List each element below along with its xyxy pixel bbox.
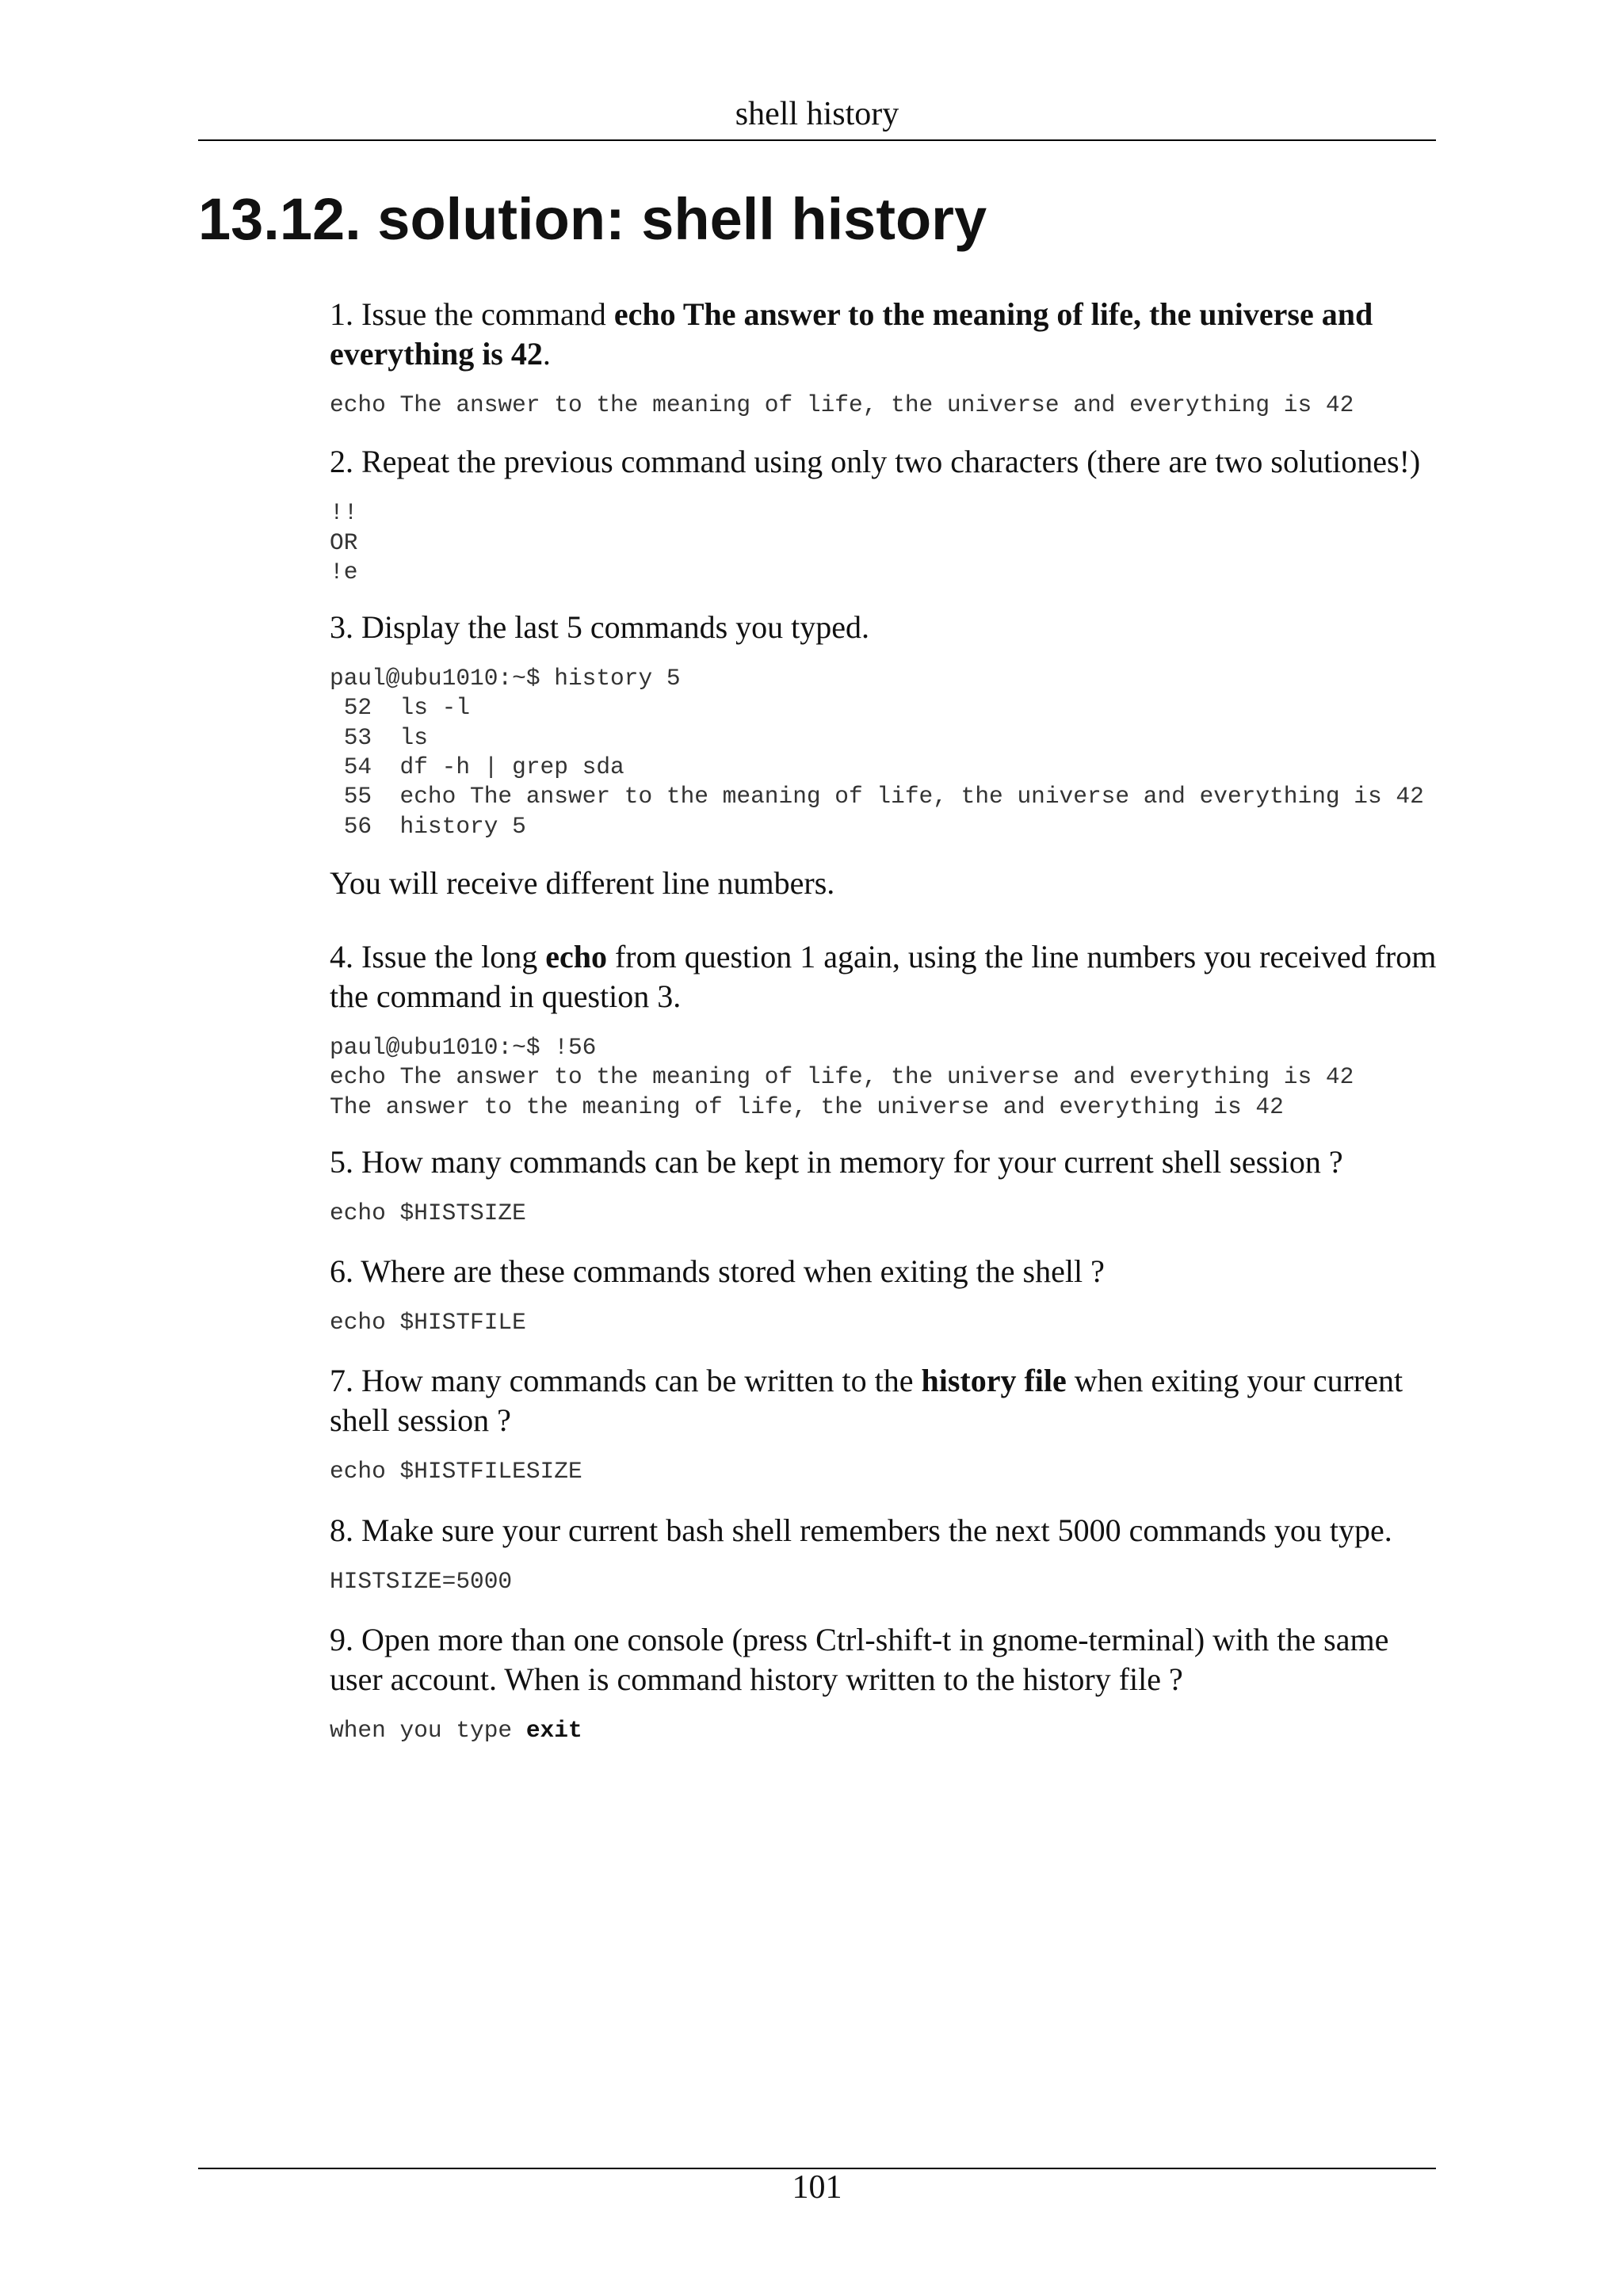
- question-7: [330, 1361, 1439, 1440]
- question-5: 5. How many commands can be kept in memory for your current shell session ?: [330, 1143, 1343, 1180]
- solution-body: [330, 295, 1439, 1745]
- question-4-prefix: 4. Issue the long: [330, 938, 546, 974]
- question-1-prefix: 1. Issue the command: [330, 296, 614, 332]
- question-4-command: echo: [545, 938, 607, 974]
- answer-4-code: paul@ubu1010:~$ !56 echo The answer to the meaning of life, the universe and everything is 42 The answer to the meaning of life, the universe and everything is 42: [330, 1033, 1354, 1120]
- page-number: 101: [792, 2169, 842, 2206]
- answer-9-code: [330, 1716, 1439, 1745]
- answer-9-text: when you type: [330, 1717, 526, 1745]
- header-rule: [198, 139, 1436, 141]
- question-9: 9. Open more than one console (press Ctrl-shift-t in gnome-terminal) with the same user account. When is command history written to the history file ?: [330, 1622, 1389, 1698]
- answer-2-code: !! OR !e: [330, 499, 358, 585]
- question-1-command: echo The answer to the meaning of life, the universe and everything is 42: [330, 296, 1373, 372]
- question-7-suffix: when exiting your current shell session ?: [330, 1363, 1403, 1439]
- answer-9-command: exit: [525, 1717, 582, 1745]
- question-6: 6. Where are these commands stored when exiting the shell ?: [330, 1253, 1105, 1290]
- question-4-suffix: from question 1 again, using the line numbers you received from the command in question 3.: [330, 938, 1437, 1014]
- question-4: [330, 937, 1439, 1016]
- answer-5-code: echo $HISTSIZE: [330, 1199, 526, 1226]
- answer-1-code: echo The answer to the meaning of life, the universe and everything is 42: [330, 391, 1354, 418]
- section-title: 13.12. solution: shell history: [198, 186, 987, 252]
- question-8: 8. Make sure your current bash shell remembers the next 5000 commands you type.: [330, 1512, 1392, 1548]
- question-1: [330, 295, 1439, 374]
- question-2: 2. Repeat the previous command using only two characters (there are two solutiones!): [330, 444, 1421, 480]
- answer-7-code: echo $HISTFILESIZE: [330, 1458, 582, 1486]
- question-3: 3. Display the last 5 commands you typed.: [330, 609, 870, 646]
- running-header: shell history: [735, 96, 899, 132]
- answer-3-note: You will receive different line numbers.: [330, 864, 835, 901]
- answer-8-code: HISTSIZE=5000: [330, 1567, 513, 1595]
- answer-6-code: echo $HISTFILE: [330, 1309, 526, 1337]
- question-7-term: history file: [921, 1363, 1067, 1399]
- question-7-prefix: 7. How many commands can be written to the: [330, 1363, 922, 1399]
- answer-3-code: paul@ubu1010:~$ history 5 52 ls -l 53 ls 54 df -h | grep sda 55 echo The answer to the meaning of life, the universe and everything is 42 56 history 5: [330, 665, 1424, 840]
- question-1-suffix: .: [542, 336, 551, 372]
